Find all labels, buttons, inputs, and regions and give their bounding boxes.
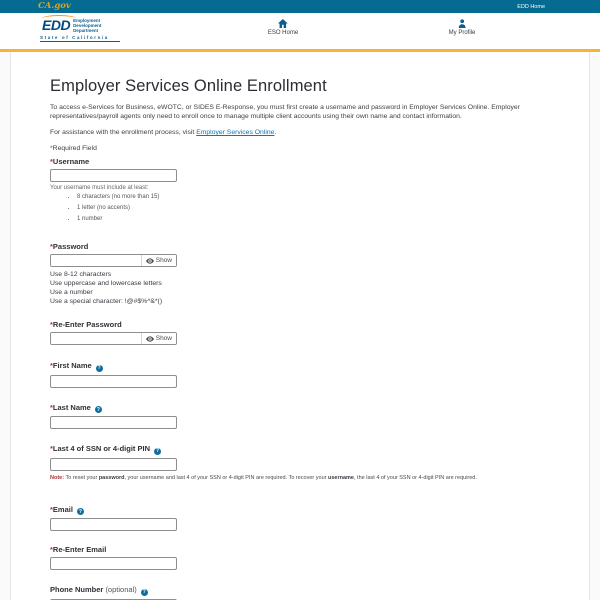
site-header <box>0 13 600 49</box>
required-asterisk: * <box>50 545 53 554</box>
required-asterisk: * <box>50 242 53 251</box>
employer-services-online-link[interactable]: Employer Services Online <box>196 129 275 136</box>
ssn-pin-input[interactable] <box>50 458 177 471</box>
nav-my-profile-label: My Profile <box>448 30 476 36</box>
field-group-ssn-pin <box>50 445 550 482</box>
required-asterisk: * <box>50 402 53 412</box>
password-rule-line: Use a number <box>50 289 93 296</box>
edd-logo-acronym: EDD <box>42 17 71 33</box>
eye-icon <box>146 258 154 264</box>
phone-optional-hint: (optional) <box>105 585 137 594</box>
first-name-input[interactable] <box>50 375 177 388</box>
reenter-password-field <box>50 332 177 345</box>
home-icon <box>278 19 288 28</box>
username-input[interactable] <box>50 169 177 182</box>
required-asterisk: * <box>50 504 53 514</box>
email-label: *Email ? <box>50 504 82 515</box>
nav-eso-home[interactable] <box>268 19 298 36</box>
person-icon <box>457 19 466 28</box>
password-rule-line: Use a special character: !@#$%^&*() <box>50 298 163 305</box>
nav-my-profile[interactable] <box>449 19 476 36</box>
reenter-password-label: *Re-Enter Password <box>50 320 122 329</box>
field-group-first-name <box>50 362 550 388</box>
assistance-paragraph: For assistance with the enrollment process, visit Employer Services Online. <box>50 129 277 136</box>
username-label: *Username <box>50 157 90 166</box>
field-group-phone <box>50 586 550 600</box>
required-asterisk: * <box>50 444 53 453</box>
reenter-email-input[interactable] <box>50 557 177 570</box>
question-circle-icon[interactable]: ? <box>155 448 160 454</box>
required-asterisk: * <box>50 145 53 152</box>
username-rules-list <box>50 194 550 223</box>
password-label: *Password <box>50 242 89 251</box>
edd-home-link[interactable]: EDD Home <box>517 3 545 10</box>
required-asterisk: * <box>50 361 53 370</box>
last-name-label: *Last Name ? <box>50 402 100 413</box>
password-rules <box>50 270 550 306</box>
username-rule-item: • 8 characters (no more than 15) <box>77 194 550 201</box>
page-container <box>10 52 590 600</box>
question-circle-icon[interactable]: ? <box>78 508 82 515</box>
password-input[interactable] <box>51 255 141 266</box>
required-asterisk: * <box>50 320 53 329</box>
required-asterisk: * <box>50 157 53 166</box>
nav-eso-home-label: ESO Home <box>267 30 299 36</box>
username-rules-intro: Your username must include at least: <box>50 185 149 191</box>
page-title: Employer Services Online Enrollment <box>50 77 327 95</box>
field-group-last-name <box>50 404 550 430</box>
ssn-pin-label: *Last 4 of SSN or 4-digit PIN ? <box>50 444 160 454</box>
question-circle-icon[interactable]: ? <box>97 365 101 371</box>
edd-logo-department-text: Employment Development Department <box>73 18 102 33</box>
reenter-password-show-button[interactable]: Show <box>141 333 176 344</box>
ca-gov-logo[interactable]: CA.gov <box>38 1 71 11</box>
username-rule-item: • 1 number <box>77 216 550 223</box>
password-show-button[interactable]: Show <box>141 255 176 266</box>
field-group-reenter-password <box>50 321 550 345</box>
field-group-reenter-email <box>50 546 550 570</box>
question-circle-icon[interactable]: ? <box>96 406 100 413</box>
reenter-email-label: *Re-Enter Email <box>50 545 107 554</box>
question-circle-icon[interactable]: ? <box>142 589 146 595</box>
reenter-password-input[interactable] <box>51 333 141 344</box>
eye-icon <box>146 336 154 342</box>
edd-logo[interactable] <box>40 18 122 42</box>
field-group-password <box>50 243 550 306</box>
field-group-email <box>50 506 550 532</box>
phone-label: Phone Number (optional) ? <box>50 585 146 595</box>
password-rule-line: Use 8-12 characters <box>50 271 112 278</box>
reset-note: Note: To reset your password, your username and last 4 of your SSN or 4-digit PIN are required. To recover your username, the last 4 of your SSN or 4-digit PIN are required. <box>50 474 477 481</box>
top-bar <box>0 0 600 13</box>
first-name-label: *First Name ? <box>50 361 101 371</box>
required-field-note: *Required Field <box>50 145 97 152</box>
field-group-username <box>50 158 550 223</box>
edd-logo-tagline: State of California <box>40 35 120 43</box>
intro-paragraph: To access e-Services for Business, eWOTC, or SIDES E-Response, you must first create a username and password in Employer Services Online. Employer representatives/payroll agents only need to enroll once to manage multiple client accounts using their own name and contact information. <box>50 104 520 120</box>
password-field <box>50 254 177 267</box>
username-rule-item: • 1 letter (no accents) <box>77 205 550 212</box>
email-input[interactable] <box>50 518 177 531</box>
last-name-input[interactable] <box>50 416 177 429</box>
password-rule-line: Use uppercase and lowercase letters <box>50 280 162 287</box>
